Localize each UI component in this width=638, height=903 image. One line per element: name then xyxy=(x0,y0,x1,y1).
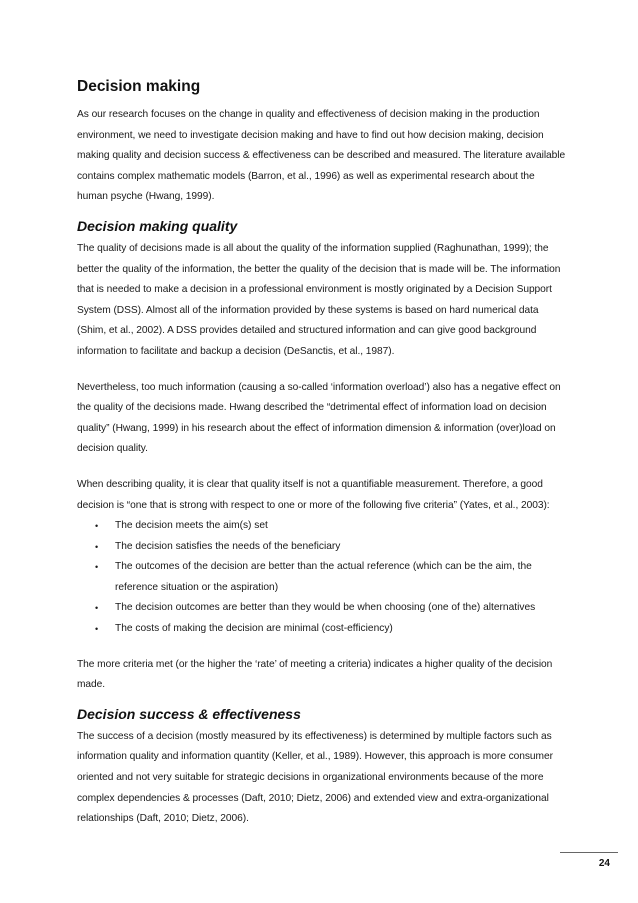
section-heading-decision-making-quality: Decision making quality xyxy=(77,217,238,234)
footer-rule xyxy=(560,852,618,853)
section-heading-decision-making: Decision making xyxy=(77,78,201,95)
list-item: • The costs of making the decision are minimal (cost-efficiency) xyxy=(77,619,567,640)
paragraph: When describing quality, it is clear that quality itself is not a quantifiable measurement. Therefore, a good decision is “one that is strong with respect to one or more of the following five criteria” (Yates, et al., 2003): xyxy=(77,478,550,511)
section-heading-decision-success: Decision success & effectiveness xyxy=(77,705,301,722)
paragraph: Nevertheless, too much information (causing a so-called ‘information overload’) also has a negative effect on the quality of the decisions made. Hwang described the “detrimental effect of information load on decision quality” (Hwang, 1999) in his research about the effect of information dimension & information (over)load on decision quality. xyxy=(77,381,561,455)
paragraph: The success of a decision (mostly measured by its effectiveness) is determined by multiple factors such as information quality and information quantity (Keller, et al., 1989). However, this approach is more consumer oriented and not very suitable for strategic decisions in organizational environments because of the more complex dependencies & processes (Daft, 2010; Dietz, 2006) and extended view and extra-organizational relationships (Daft, 2010; Dietz, 2006). xyxy=(77,730,553,825)
bullet-icon: • xyxy=(95,624,99,635)
list-item: • The outcomes of the decision are better than the actual reference (which can be the aim, the reference situation or the aspiration) xyxy=(77,557,567,598)
paragraph: The quality of decisions made is all about the quality of the information supplied (Raghunathan, 1999); the better the quality of the information, the better the quality of the decision that is made will be. The information that is needed to make a decision in a professional environment is mostly originated by a Decision Support System (DSS). Almost all of the information provided by these systems is based on hard numerical data (Shim, et al., 2002). A DSS provides detailed and structured information and can give good background information to facilitate and backup a decision (DeSanctis, et al., 1987). xyxy=(77,242,561,357)
list-item: • The decision outcomes are better than they would be when choosing (one of the) alternatives xyxy=(77,598,567,619)
page-content xyxy=(77,78,567,830)
bullet-icon: • xyxy=(95,541,99,552)
page-number: 24 xyxy=(598,858,610,869)
list-item: • The decision meets the aim(s) set xyxy=(77,516,567,537)
paragraph: The more criteria met (or the higher the ‘rate’ of meeting a criteria) indicates a higher quality of the decision made. xyxy=(77,658,553,691)
list-item: • The decision satisfies the needs of the beneficiary xyxy=(77,537,567,558)
bullet-icon: • xyxy=(95,521,99,532)
bullet-icon: • xyxy=(95,603,99,614)
bullet-icon: • xyxy=(95,562,99,573)
paragraph: As our research focuses on the change in quality and effectiveness of decision making in the production environment, we need to investigate decision making and have to find out how decision making, decision making quality and decision success & effectiveness can be described and measured. The literature available contains complex mathematic models (Barron, et al., 1996) as well as experimental research about the human psyche (Hwang, 1999). xyxy=(77,109,566,203)
criteria-list xyxy=(77,516,567,640)
